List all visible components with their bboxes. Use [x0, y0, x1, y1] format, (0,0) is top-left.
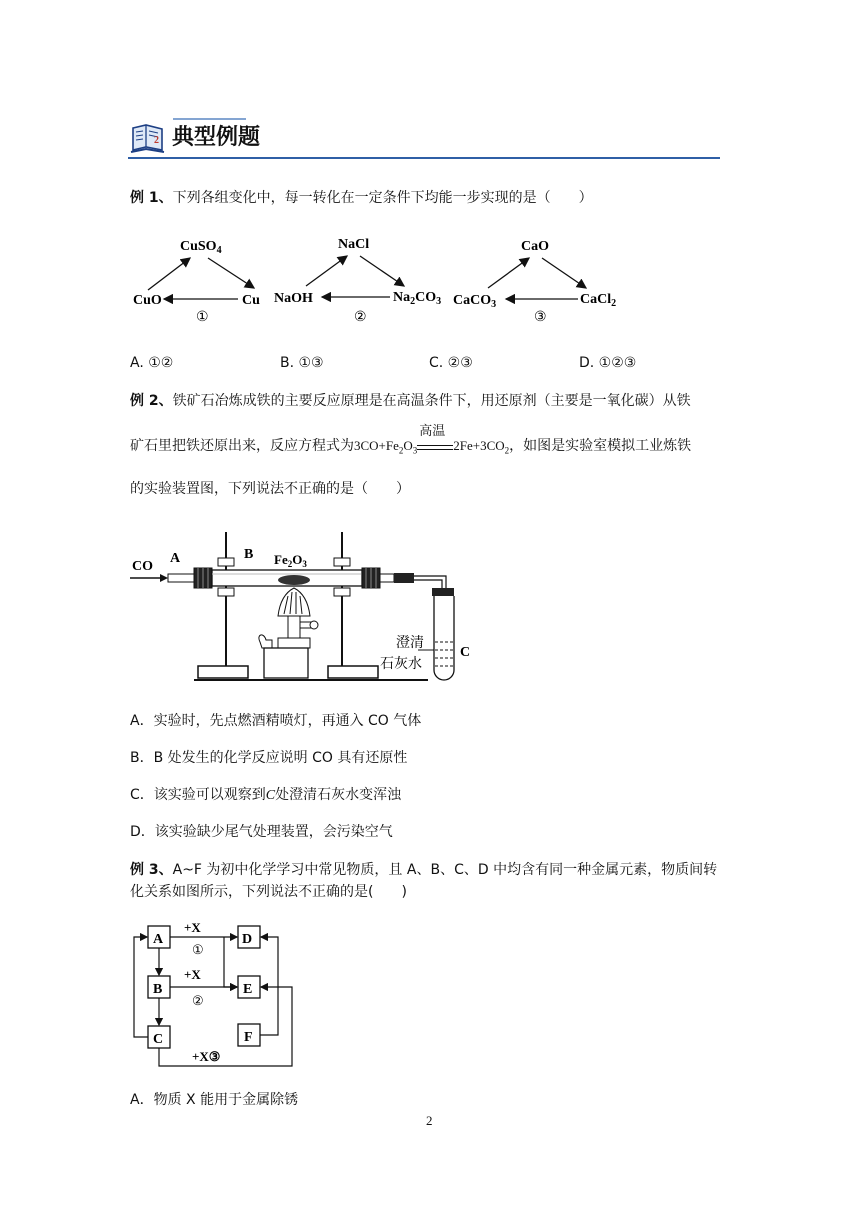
section-title: 典型例题 [172, 125, 261, 150]
ex3-line-2: 化关系如图所示，下列说法不正确的是( ) [130, 884, 407, 900]
diagram-2 [274, 237, 441, 325]
page-number: 2 [426, 1113, 433, 1128]
svg-text:2: 2 [154, 135, 159, 146]
ex2-option-a[interactable]: A．实验时，先点燃酒精喷灯，再通入 CO 气体 [130, 713, 422, 729]
num-1: ① [192, 942, 204, 957]
x-label-2: +X [184, 967, 201, 982]
ex2-line-3: 的实验装置图，下列说法不正确的是（ ） [130, 481, 410, 497]
diagram-1 [133, 239, 260, 325]
ex1-text: 下列各组变化中，每一转化在一定条件下均能一步实现的是（ ） [172, 190, 593, 206]
reaction-condition: 高温 [419, 424, 446, 440]
co-label: CO [132, 559, 153, 574]
svg-text:CaCO3: CaCO$_3$ [453, 293, 497, 310]
box-e: E [243, 982, 253, 997]
num-2: ② [192, 993, 204, 1008]
label-clear: 澄清 [396, 636, 424, 651]
ex1-option-d[interactable]: D. ①②③ [579, 355, 637, 371]
ex1-label: 例 1、 [130, 190, 173, 206]
ex3-line-1: 例 3、A~F 为初中化学学习中常见物质，且 A、B、C、D 中均含有同一种金属元素，物质间转 [130, 862, 718, 878]
svg-text:①: ① [196, 310, 209, 325]
x-label-1: +X [184, 920, 201, 935]
ex3-option-a[interactable]: A．物质 X 能用于金属除锈 [130, 1092, 299, 1108]
svg-text:CaCl2: CaCl$_2$ [580, 292, 617, 309]
apparatus-figure [128, 530, 478, 685]
ex1-diagrams [128, 228, 628, 328]
label-limewater: 石灰水 [380, 657, 422, 672]
ex2-option-d[interactable]: D．该实验缺少尾气处理装置，会污染空气 [130, 824, 393, 840]
fe2o3-label: $Fe_2O_3$ [274, 552, 307, 569]
svg-text:③: ③ [534, 310, 547, 325]
ex1-option-c[interactable]: C. ②③ [429, 355, 473, 371]
ex2-option-c[interactable]: C．该实验可以观察到C处澄清石灰水变浑浊 [130, 787, 402, 803]
section-header [128, 116, 720, 162]
svg-text:Cu: Cu [242, 293, 260, 308]
ex2-line-1: 例 2、铁矿石冶炼成铁的主要反应原理是在高温条件下，用还原剂（主要是一氧化碳）从铁 [130, 393, 691, 409]
svg-text:CuO: CuO [133, 293, 162, 308]
box-d: D [242, 932, 253, 947]
box-a: A [153, 932, 164, 947]
box-b: B [153, 982, 163, 997]
ex3-diagram [128, 918, 308, 1068]
svg-text:CuSO4: CuSO$_4$ [180, 239, 222, 256]
box-c: C [153, 1032, 164, 1047]
svg-text:CaO: CaO [521, 239, 549, 254]
ex2-label: 例 2、 [130, 393, 173, 409]
label-a: A [170, 551, 181, 566]
diagram-3 [453, 239, 616, 325]
label-c: C [460, 645, 471, 660]
ex1-option-b[interactable]: B. ①③ [280, 355, 324, 371]
svg-text:NaCl: NaCl [338, 237, 370, 252]
box-f: F [244, 1030, 253, 1045]
label-b: B [244, 547, 254, 562]
x-label-3: +X③ [192, 1049, 221, 1064]
ex2-option-b[interactable]: B．B 处发生的化学反应说明 CO 具有还原性 [130, 750, 408, 766]
ex2-line-2: 矿石里把铁还原出来，反应方程式为$3CO+Fe_2O_3$ 高温 $2Fe+3CO_2$，如图是实验室模拟工业炼铁 [130, 424, 692, 456]
ex3-label: 例 3、 [130, 862, 173, 878]
ex1-option-a[interactable]: A. ①② [130, 355, 174, 371]
svg-text:Na2CO3: $Na_2CO_3$ [393, 290, 442, 307]
svg-text:②: ② [354, 310, 367, 325]
ex1-question [130, 189, 593, 207]
reaction-equation: $3CO+Fe_2O_3$ 高温 $2Fe+3CO_2$ [354, 424, 510, 456]
svg-text:NaOH: NaOH [274, 291, 313, 306]
